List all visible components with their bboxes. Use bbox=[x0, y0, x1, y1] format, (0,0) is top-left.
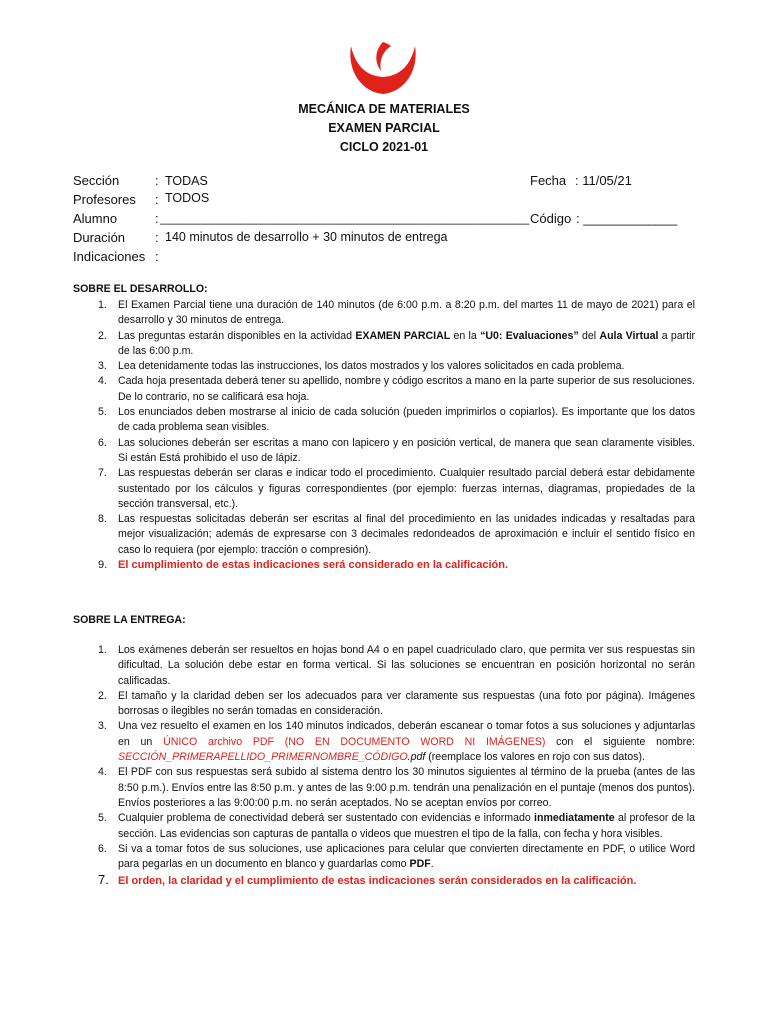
list-item: 7. El orden, la claridad y el cumplimiento de estas indicaciones serán considerados en la calificación. bbox=[98, 872, 637, 888]
indicaciones-colon: : bbox=[155, 249, 159, 264]
fecha-label: Fecha bbox=[530, 173, 567, 188]
list-item: 1. Los exámenes deberán ser resueltos en hojas bond A4 o en papel cuadriculado claro, que permita ver sus respuestas sin dificultad. La solución debe estar en forma vertical. Si las soluciones se encuentran en posición horizontal no serán calificadas. bbox=[98, 644, 695, 687]
seccion-value: TODAS bbox=[165, 174, 208, 188]
desarrollo-list bbox=[73, 298, 695, 573]
list-item: 8. Las respuestas solicitadas deberán ser escritas al final del procedimiento en las unidades indicadas y resaltadas para mejor visualización; además de expresarse con 3 decimales redondeados de aproximación e incluir el sentido físico en caso lo requiera (por ejemplo: tracción o compresión). bbox=[98, 513, 695, 556]
codigo-label: Código bbox=[530, 211, 572, 226]
list-item: 5. Los enunciados deben mostrarse al inicio de cada solución (pueden imprimirlos o copiarlos). Es importante que los datos de cada problema sean visibles. bbox=[98, 406, 695, 434]
list-item: 2. Las preguntas estarán disponibles en la actividad EXAMEN PARCIAL en la “U0: Evaluaciones” del Aula Virtual a partir de las 6:00 p.m. bbox=[98, 329, 696, 357]
upc-logo-icon bbox=[347, 40, 419, 96]
list-item: 3. Una vez resuelto el examen en los 140 minutos indicados, deberán escanear o tomar fotos a sus soluciones y adjuntarlas en un ÚNICO archivo PDF (NO EN DOCUMENTO WORD NI IMÁGENES) con el siguiente nombre: SECCIÓN_PRIMERAPELLIDO_PRIMERNOMBRE_CÓDIGO.pdf (reemplace los valores en rojo con sus datos). bbox=[98, 720, 695, 764]
entrega-list bbox=[73, 643, 695, 890]
seccion-colon: : bbox=[155, 173, 159, 188]
duracion-colon: : bbox=[155, 230, 159, 245]
list-item: 6. Las soluciones deberán ser escritas a mano con lapicero y en posición vertical, de manera que sean claramente visibles. Si están Está prohibido el uso de lápiz. bbox=[98, 436, 695, 464]
list-item: 7. Las respuestas deberán ser claras e indicar todo el procedimiento. Cualquier resultado parcial deberá estar debidamente sustentado por los cálculos y figuras correspondientes (por ejemplo: fuerzas internas, diagramas, propiedades de la sección transversal, etc.). bbox=[98, 467, 695, 510]
profesores-value: TODOS bbox=[165, 191, 210, 205]
list-item: 3. Lea detenidamente todas las instrucciones, los datos mostrados y los valores solicitados en cada problema. bbox=[98, 360, 625, 373]
seccion-label: Sección bbox=[73, 173, 120, 188]
duracion-value: 140 minutos de desarrollo + 30 minutos de entrega bbox=[165, 230, 448, 244]
alumno-field[interactable]: _____________________________________________________ bbox=[160, 211, 530, 225]
profesores-label: Profesores bbox=[73, 192, 136, 207]
cycle-title: CICLO 2021-01 bbox=[339, 140, 429, 154]
alumno-label: Alumno bbox=[73, 211, 118, 226]
indicaciones-label: Indicaciones bbox=[73, 249, 146, 264]
fecha-value: : 11/05/21 bbox=[575, 173, 632, 188]
course-title: MECÁNICA DE MATERIALES bbox=[298, 102, 470, 116]
list-item: 1. El Examen Parcial tiene una duración de 140 minutos (de 6:00 p.m. a 8:20 p.m. del martes 11 de mayo de 2021) para el desarrollo y 30 minutos de entrega. bbox=[98, 299, 695, 327]
list-item: 2. El tamaño y la claridad deben ser los adecuados para ver claramente sus respuestas (una foto por página). Imágenes borrosas o ilegibles no serán tomadas en consideración. bbox=[98, 689, 695, 718]
list-item: 4. El PDF con sus respuestas será subido al sistema dentro los 30 minutos siguientes al término de la prueba (antes de las 8:50 p.m.). Envíos entre las 8:50 p.m. y antes de las 9:00 p.m. tendrán una penalización en el puntaje (menos dos puntos). Envíos posteriores a las 9:00:00 p.m. no serán aceptados. No se aceptan envíos por correo. bbox=[98, 766, 695, 809]
alumno-colon: : bbox=[155, 211, 159, 226]
list-item: 6. Si va a tomar fotos de sus soluciones, use aplicaciones para celular que convierten directamente en PDF, o utilice Word para pegarlas en un documento en blanco y guardarlas como PDF. bbox=[98, 842, 695, 871]
exam-title: EXAMEN PARCIAL bbox=[328, 121, 440, 135]
entrega-title: SOBRE LA ENTREGA: bbox=[73, 614, 186, 626]
profesores-colon: : bbox=[155, 192, 159, 207]
desarrollo-title: SOBRE EL DESARROLLO: bbox=[73, 283, 208, 295]
list-item: 4. Cada hoja presentada deberá tener su apellido, nombre y código escritos a mano en la parte superior de sus resoluciones. De lo contrario, no se calificará esa hoja. bbox=[98, 375, 695, 403]
codigo-field[interactable]: : _____________ bbox=[576, 211, 678, 226]
list-item: 5. Cualquier problema de conectividad deberá ser sustentado con evidencias e informado inmediatamente al profesor de la sección. Las evidencias son capturas de pantalla o videos que muestren el tipo de la falla, con fecha y hora visibles. bbox=[98, 812, 695, 840]
duracion-label: Duración bbox=[73, 230, 126, 245]
list-item: 9. El cumplimiento de estas indicaciones será considerado en la calificación. bbox=[98, 559, 509, 572]
